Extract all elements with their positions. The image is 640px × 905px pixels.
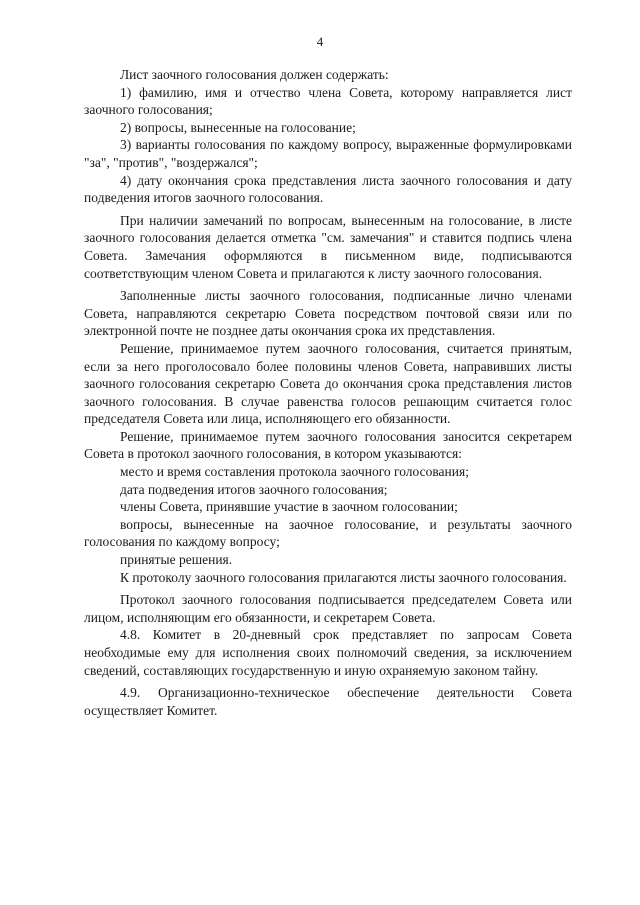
paragraph: Протокол заочного голосования подписывается председателем Совета или лицом, исполняющим его обязанности, и секретарем Совета.: [84, 592, 572, 625]
paragraph: вопросы, вынесенные на заочное голосование, и результаты заочного голосования по каждому вопросу;: [84, 516, 572, 550]
paragraph: место и время составления протокола заочного голосования;: [120, 464, 469, 480]
paragraph: члены Совета, принявшие участие в заочном голосовании;: [120, 499, 458, 515]
paragraph: 4) дату окончания срока представления листа заочного голосования и дату подведения итогов заочного голосования.: [84, 172, 572, 206]
paragraph: 4.8. Комитет в 20-дневный срок представляет по запросам Совета необходимые ему для исполнения своих полномочий сведения, за исключением сведений, составляющих государственную и иную охраняемую законом тайну.: [84, 627, 572, 678]
page-number: 4: [316, 34, 324, 49]
paragraph: принятые решения.: [120, 552, 233, 568]
document-body: [84, 66, 572, 719]
paragraph: 4.9. Организационно-техническое обеспечение деятельности Совета осуществляет Комитет.: [84, 685, 572, 718]
paragraph: К протоколу заочного голосования прилагаются листы заочного голосования.: [120, 569, 567, 585]
paragraph: 2) вопросы, вынесенные на голосование;: [120, 119, 356, 135]
paragraph: При наличии замечаний по вопросам, вынесенным на голосование, в листе заочного голосования делается отметка "см. замечания" и ставится подпись члена Совета. Замечания оформляются в письменном виде, подписываются соответствующим членом Совета и прилагаются к листу заочного голосования.: [84, 212, 572, 281]
paragraph: дата подведения итогов заочного голосования;: [120, 481, 388, 497]
paragraph: 1) фамилию, имя и отчество члена Совета, которому направляется лист заочного голосования;: [84, 84, 572, 118]
paragraph: Решение, принимаемое путем заочного голосования заносится секретарем Совета в протокол заочного голосования, в котором указываются:: [84, 428, 572, 462]
paragraph: Заполненные листы заочного голосования, подписанные лично членами Совета, направляются секретарю Совета посредством почтовой связи или по электронной почте не позднее даты окончания срока их представления.: [84, 288, 572, 339]
paragraph: Решение, принимаемое путем заочного голосования, считается принятым, если за него проголосовало более половины членов Совета, направивших листы заочного голосования секретарю Совета до окончания срока представления листов заочного голосования. В случае равенства голосов решающим считается голос председателя Совета или лица, исполняющего его обязанности.: [84, 340, 572, 427]
paragraph: Лист заочного голосования должен содержать:: [120, 67, 389, 82]
paragraph: 3) варианты голосования по каждому вопросу, выраженные формулировками "за", "против", "воздержался";: [84, 137, 572, 170]
